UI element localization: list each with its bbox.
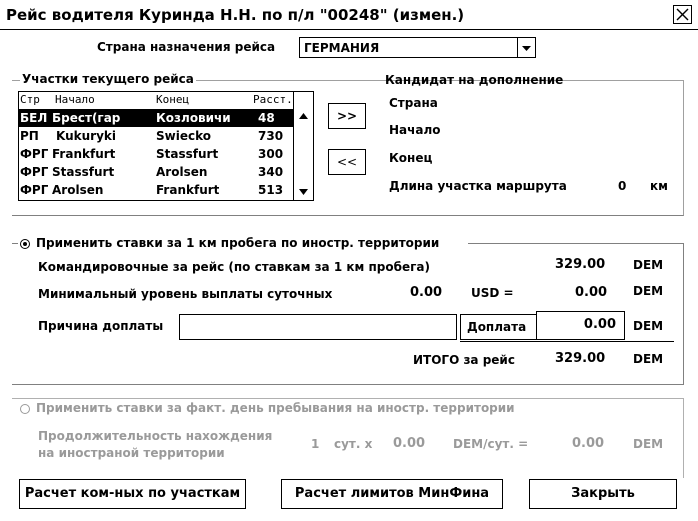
arrow-down-icon <box>294 184 313 200</box>
reason-label: Причина доплаты <box>38 319 164 333</box>
cell-start: Frankfurt <box>52 147 116 161</box>
cell-end: Козловичи <box>156 111 231 125</box>
table-row[interactable] <box>19 145 293 163</box>
window-title: Рейс водителя Куриндa Н.Н. по п/л "00248" (измен.) <box>6 6 465 24</box>
cell-end: Frankfurt <box>156 183 220 197</box>
scroll-up-button[interactable] <box>294 108 313 124</box>
cell-country: ФРГ <box>20 147 49 161</box>
surcharge-input[interactable] <box>536 311 625 340</box>
rate-km-radio-label: Применить ставки за 1 км пробега по иностр. территории <box>36 236 440 250</box>
surcharge-currency: DEM <box>633 319 664 333</box>
cell-start: Брест(гар <box>52 111 121 125</box>
duration-label-line1: Продолжительность нахождения <box>38 429 273 443</box>
days-unit: сут. x <box>334 437 373 451</box>
cell-end: Stassfurt <box>156 147 219 161</box>
cell-country: БЕЛ <box>20 111 48 125</box>
cell-distance: 300 <box>258 147 284 161</box>
dropdown-arrow-button[interactable] <box>517 38 535 57</box>
day-rate-unit: DEM/сут. = <box>453 437 529 451</box>
add-segment-button[interactable]: >> <box>328 103 366 129</box>
rate-day-radio-row[interactable] <box>18 401 548 417</box>
min-level-usd-value: 0.00 <box>410 285 443 300</box>
rate-km-radio-row[interactable] <box>18 236 468 252</box>
cell-distance: 513 <box>258 183 284 197</box>
total-value: 329.00 <box>555 351 606 366</box>
segments-scrollbar[interactable] <box>293 92 313 200</box>
total-currency: DEM <box>633 352 664 366</box>
days-value: 1 <box>311 437 320 451</box>
segments-list-header <box>19 92 293 108</box>
close-window-button[interactable] <box>673 5 692 24</box>
cell-distance: 340 <box>258 165 284 179</box>
close-icon <box>674 6 691 23</box>
surcharge-value: 0.00 <box>583 317 616 332</box>
candidate-title: Кандидат на дополнение <box>385 73 564 87</box>
country-select-value: ГЕРМАНИЯ <box>304 41 380 55</box>
rate-day-radio-label: Применить ставки за факт. день пребывания на иностр. территории <box>36 401 515 415</box>
table-row[interactable] <box>19 109 293 127</box>
min-level-currency: DEM <box>633 284 664 298</box>
min-level-label: Минимальный уровень выплаты суточных <box>38 287 333 301</box>
surcharge-label: Доплата <box>467 320 527 334</box>
remove-segment-button[interactable]: << <box>328 149 366 175</box>
duration-label-line2: на иностраной территории <box>38 446 225 460</box>
arrow-up-icon <box>294 108 313 124</box>
country-label: Страна назначения рейса <box>97 40 276 54</box>
candidate-length-unit: км <box>650 179 668 193</box>
title-bar <box>0 0 698 30</box>
day-rate-value: 0.00 <box>393 436 426 451</box>
column-header-distance: Расст. <box>253 93 293 106</box>
segments-list[interactable] <box>18 91 314 201</box>
segments-group-label: Участки текущего рейса <box>22 72 194 86</box>
candidate-end-label: Конец <box>389 151 433 165</box>
day-sum-currency: DEM <box>633 437 664 451</box>
total-divider <box>460 341 674 342</box>
table-row[interactable] <box>19 127 293 145</box>
travel-allowance-label: Командировочные за рейс (по ставкам за 1 км пробега) <box>38 260 430 274</box>
rate-km-radio[interactable] <box>20 239 30 249</box>
cell-end: Swiecko <box>156 129 211 143</box>
cell-distance: 730 <box>258 129 284 143</box>
calc-segments-button[interactable]: Расчет ком-ных по участкам <box>19 479 246 509</box>
surcharge-label-box <box>460 314 536 340</box>
reason-input[interactable] <box>179 314 457 340</box>
cell-country: ФРГ <box>20 183 49 197</box>
rate-day-radio[interactable] <box>20 404 30 414</box>
cell-distance: 48 <box>258 111 275 125</box>
candidate-length-value: 0 <box>618 179 627 193</box>
cell-start: Arolsen <box>52 183 104 197</box>
country-select[interactable] <box>299 37 536 58</box>
cell-start: Stassfurt <box>52 165 115 179</box>
close-button[interactable]: Закрыть <box>529 479 677 509</box>
column-header-end: Конец <box>156 93 190 106</box>
chevron-down-icon <box>518 38 535 57</box>
candidate-length-label: Длина участка маршрута <box>389 179 567 193</box>
candidate-start-label: Начало <box>389 123 441 137</box>
travel-allowance-value: 329.00 <box>555 257 606 272</box>
candidate-country-label: Страна <box>389 96 438 110</box>
cell-start: Kukuryki <box>56 129 116 143</box>
column-header-start: Начало <box>55 93 95 106</box>
cell-end: Arolsen <box>156 165 208 179</box>
column-header-country: Стр <box>20 93 40 106</box>
calc-limits-button[interactable]: Расчет лимитов МинФина <box>281 479 503 509</box>
scroll-down-button[interactable] <box>294 184 313 200</box>
total-label: ИТОГО за рейс <box>413 353 515 367</box>
travel-allowance-currency: DEM <box>633 258 664 272</box>
table-row[interactable] <box>19 163 293 181</box>
cell-country: ФРГ <box>20 165 49 179</box>
cell-country: РП <box>20 129 39 143</box>
table-row[interactable] <box>19 181 293 199</box>
min-level-dem-value: 0.00 <box>575 285 608 300</box>
usd-equals-label: USD = <box>471 286 514 300</box>
day-sum-value: 0.00 <box>572 436 605 451</box>
